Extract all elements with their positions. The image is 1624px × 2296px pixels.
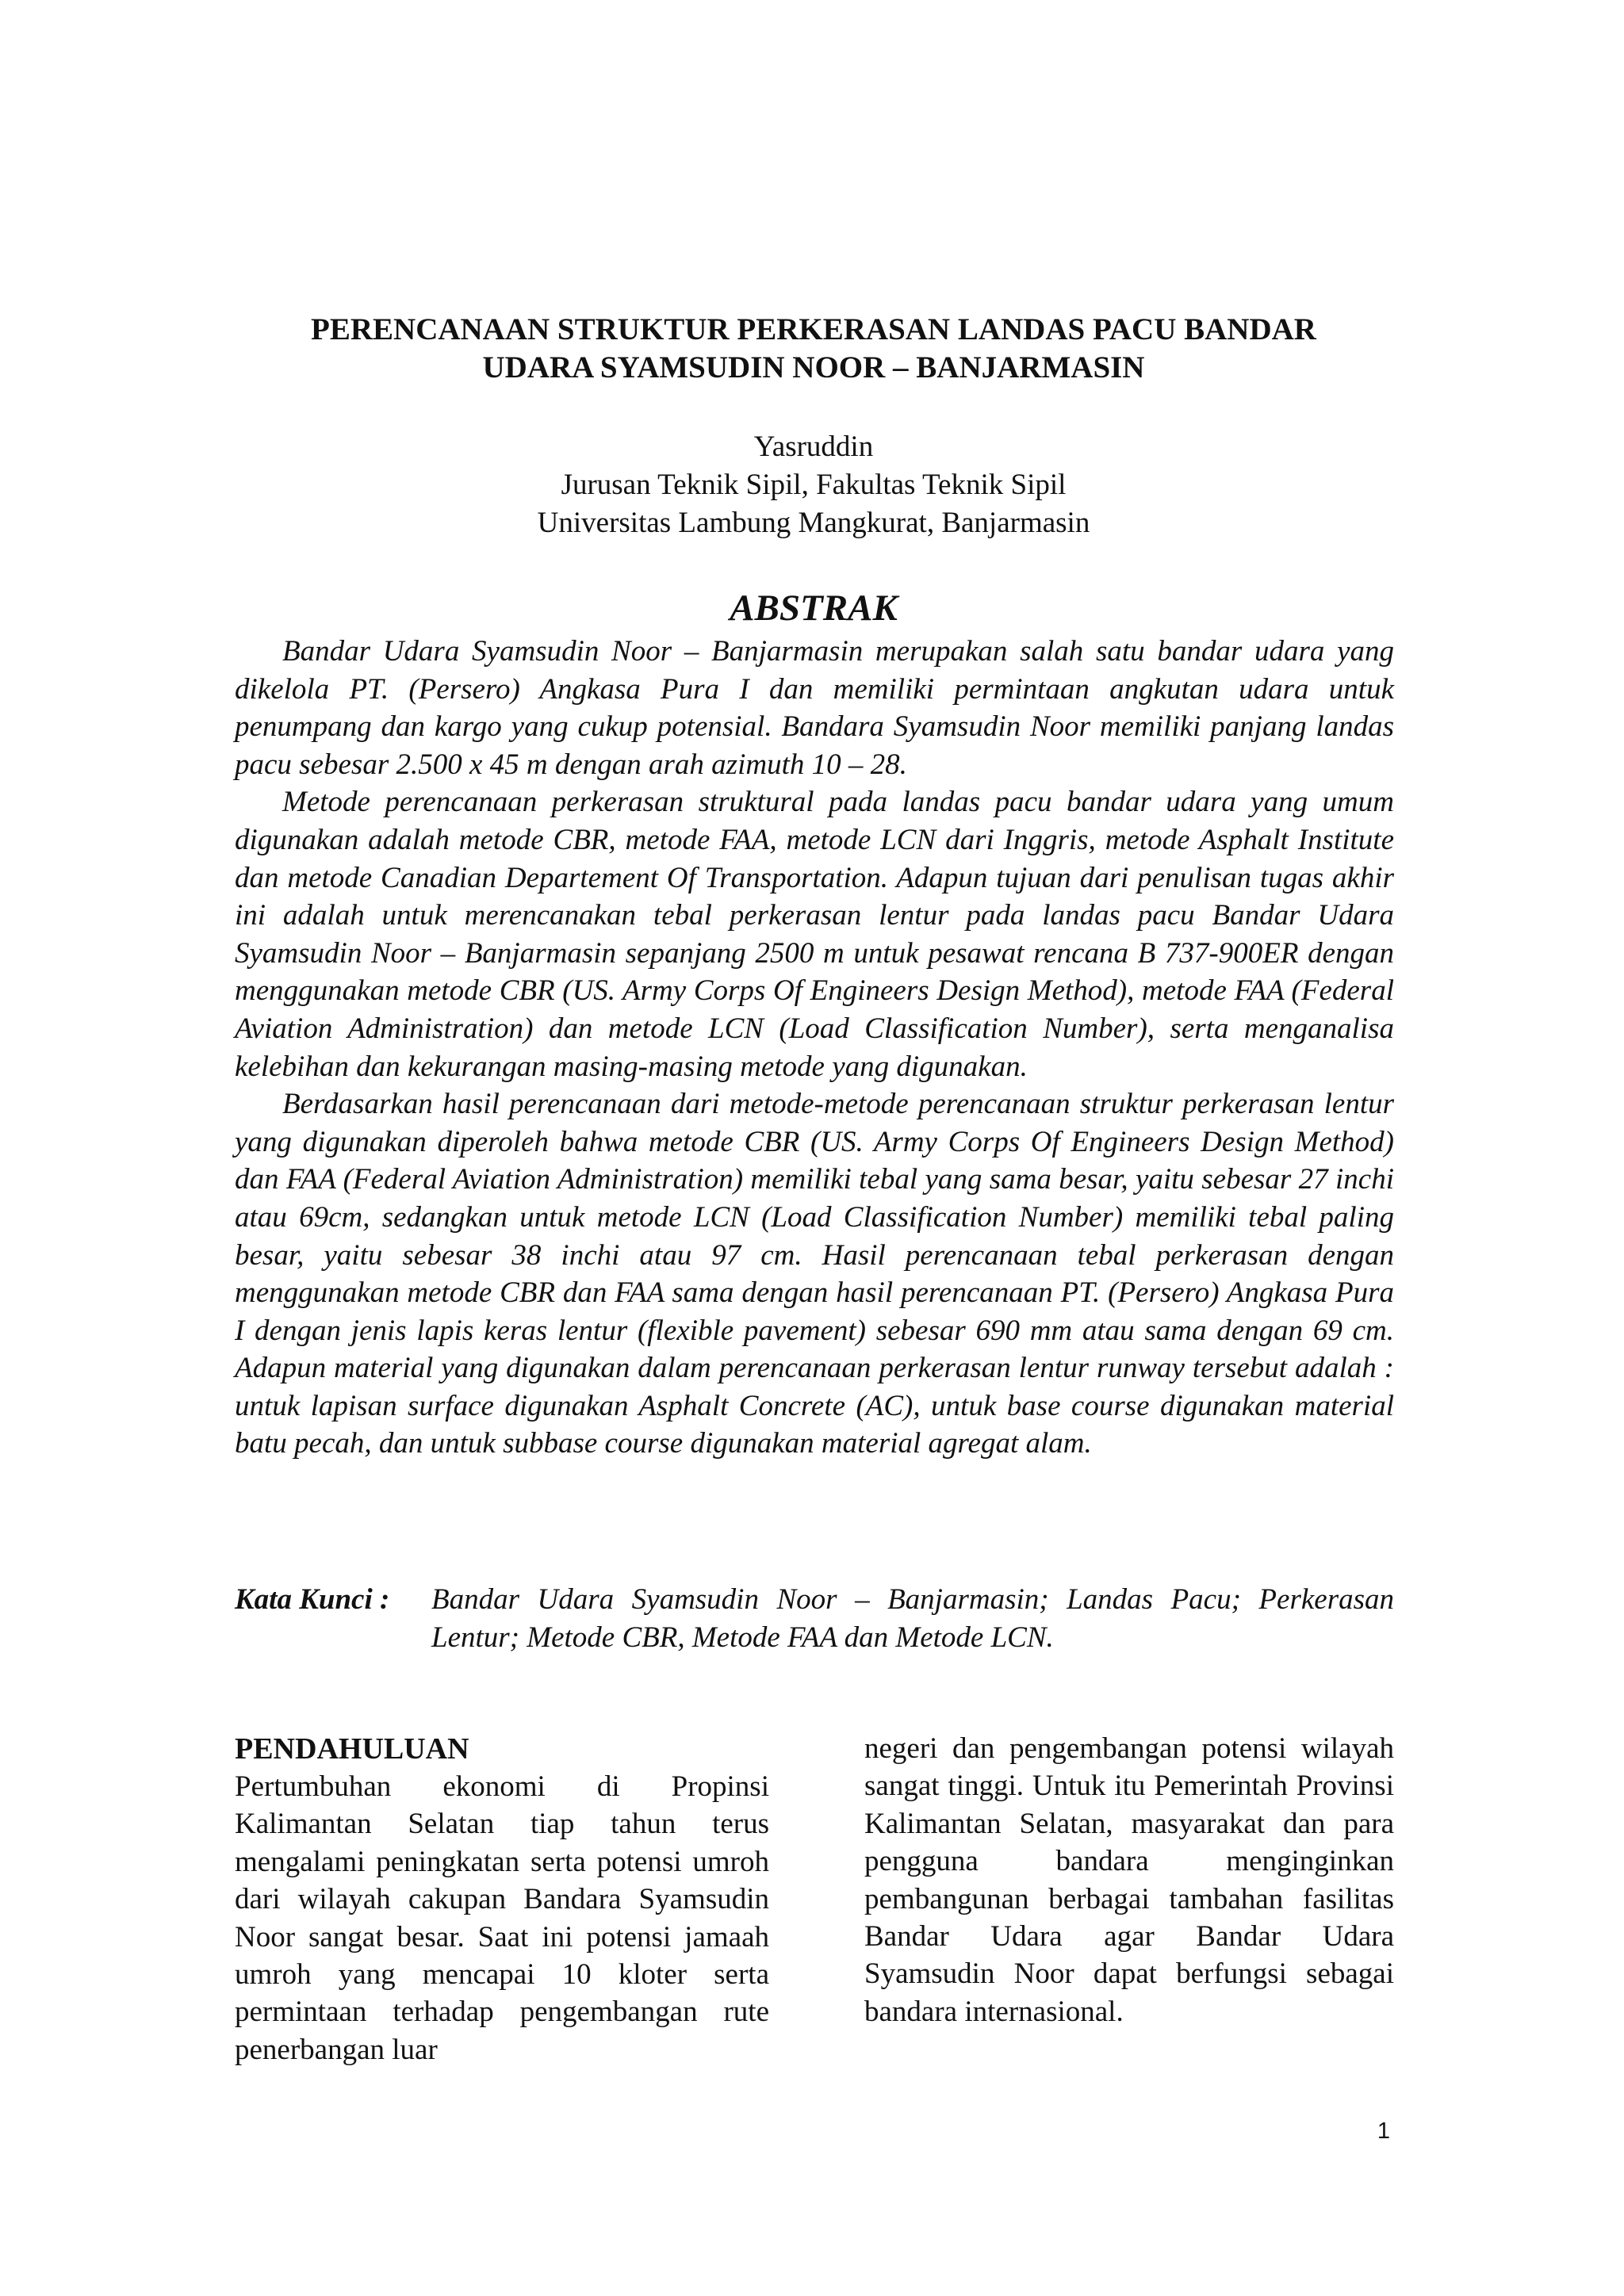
title-line-1: PERENCANAAN STRUKTUR PERKERASAN LANDAS PACU BANDAR bbox=[311, 312, 1316, 346]
abstract-body bbox=[235, 633, 1394, 1463]
page-number: 1 bbox=[1377, 2118, 1391, 2144]
title-line-2: UDARA SYAMSUDIN NOOR – BANJARMASIN bbox=[482, 350, 1145, 385]
abstract-paragraph-1: Bandar Udara Syamsudin Noor – Banjarmasin merupakan salah satu bandar udara yang dikelola PT. (Persero) Angkasa Pura I dan memiliki permintaan angkutan udara untuk penumpang dan kargo yang cukup potensial. Bandara Syamsudin Noor memiliki panjang landas pacu sebesar 2.500 x 45 m dengan arah azimuth 10 – 28. bbox=[235, 635, 1394, 781]
abstract-heading: ABSTRAK bbox=[730, 587, 898, 629]
abstract-paragraph-2: Metode perencanaan perkerasan struktural pada landas pacu bandar udara yang umum digunakan adalah metode CBR, metode FAA, metode LCN dari Inggris, metode Asphalt Institute dan metode Canadian Departement Of Transportation. Adapun tujuan dari penulisan tugas akhir ini adalah untuk merencanakan tebal perkerasan lentur pada landas pacu Bandar Udara Syamsudin Noor – Banjarmasin sepanjang 2500 m untuk pesawat rencana B 737-900ER dengan menggunakan metode CBR (US. Army Corps Of Engineers Design Method), metode FAA (Federal Aviation Administration) dan metode LCN (Load Classification Number), serta menganalisa kelebihan dan kekurangan masing-masing metode yang digunakan. bbox=[235, 786, 1394, 1083]
author-affiliation-university: Universitas Lambung Mangkurat, Banjarmasin bbox=[537, 507, 1090, 539]
author-block bbox=[235, 428, 1392, 542]
introduction-heading: PENDAHULUAN bbox=[235, 1732, 469, 1766]
introduction-right-column bbox=[864, 1730, 1394, 2030]
keywords-text: Bandar Udara Syamsudin Noor – Banjarmasin; Landas Pacu; Perkerasan Lentur; Metode CBR, Metode FAA dan Metode LCN. bbox=[431, 1583, 1394, 1654]
introduction-left-text: Pertumbuhan ekonomi di Propinsi Kalimantan Selatan tiap tahun terus mengalami peningkatan serta potensi umroh dari wilayah cakupan Bandara Syamsudin Noor sangat besar. Saat ini potensi jamaah umroh yang mencapai 10 kloter serta permintaan terhadap pengembangan rute penerbangan luar bbox=[235, 1770, 769, 2066]
introduction-left-column bbox=[235, 1730, 769, 2068]
author-name: Yasruddin bbox=[753, 430, 874, 463]
keywords-label: Kata Kunci : bbox=[235, 1583, 390, 1616]
introduction-right-text: negeri dan pengembangan potensi wilayah sangat tinggi. Untuk itu Pemerintah Provinsi Kalimantan Selatan, masyarakat dan para pengguna bandara menginginkan pembangunan berbagai tambahan fasilitas Bandar Udara agar Bandar Udara Syamsudin Noor dapat berfungsi sebagai bandara internasional. bbox=[864, 1732, 1394, 2028]
paper-title bbox=[235, 311, 1392, 387]
keywords-block bbox=[235, 1581, 1394, 1657]
abstract-paragraph-3: Berdasarkan hasil perencanaan dari metode-metode perencanaan struktur perkerasan lentur yang digunakan diperoleh bahwa metode CBR (US. Army Corps Of Engineers Design Method) dan FAA (Federal Aviation Administration) memiliki tebal yang sama besar, yaitu sebesar 27 inchi atau 69cm, sedangkan untuk metode LCN (Load Classification Number) memiliki tebal paling besar, yaitu sebesar 38 inchi atau 97 cm. Hasil perencanaan tebal perkerasan dengan menggunakan metode CBR dan FAA sama dengan hasil perencanaan PT. (Persero) Angkasa Pura I dengan jenis lapis keras lentur (flexible pavement) sebesar 690 mm atau sama dengan 69 cm. Adapun material yang digunakan dalam perencanaan perkerasan lentur runway tersebut adalah : untuk lapisan surface digunakan Asphalt Concrete (AC), untuk base course digunakan material batu pecah, dan untuk subbase course digunakan material agregat alam. bbox=[235, 1088, 1394, 1460]
author-affiliation-department: Jurusan Teknik Sipil, Fakultas Teknik Sipil bbox=[561, 469, 1067, 501]
